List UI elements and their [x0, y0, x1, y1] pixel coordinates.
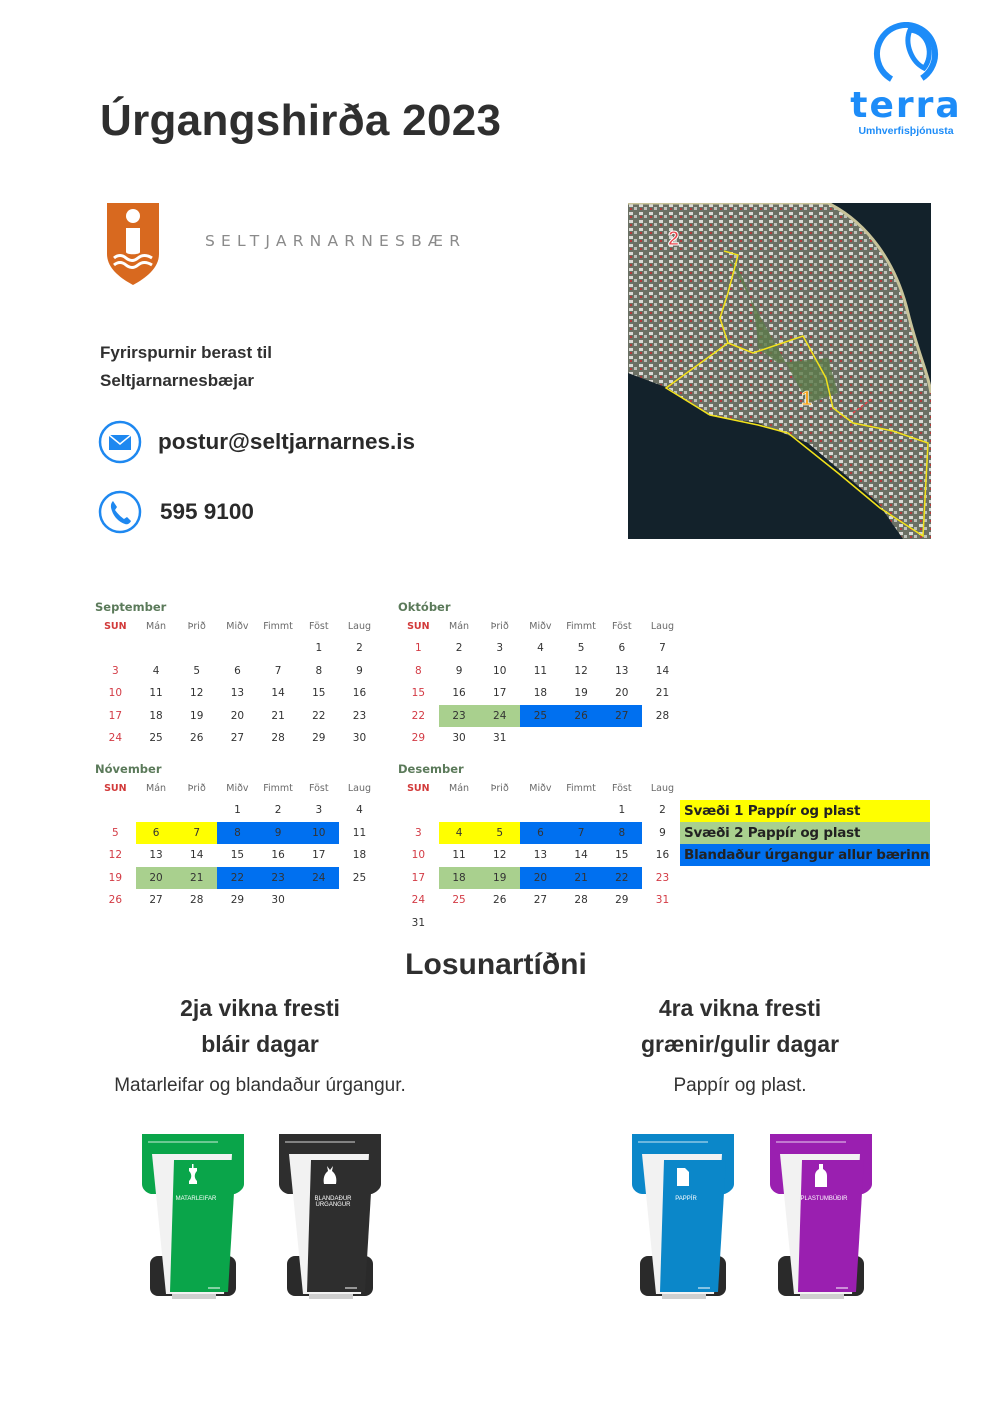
calendar-day: 4 — [439, 822, 480, 845]
calendar-empty-cell — [479, 912, 520, 935]
weekday-header: SUN — [104, 621, 127, 632]
frequency-fourweekly — [540, 990, 940, 1097]
calendar-day: 6 — [520, 822, 561, 845]
calendar-empty-cell — [561, 799, 602, 822]
weekday-header: Föst — [308, 621, 329, 632]
weekday-header: Laug — [347, 621, 372, 632]
calendar-november — [95, 762, 385, 912]
bin-label: PAPPÍR — [675, 1196, 697, 1202]
page-title: Úrgangshirða 2023 — [100, 96, 502, 145]
legend-zone-2: Svæði 2 Pappír og plast — [680, 822, 930, 844]
calendar-empty-cell — [439, 912, 480, 935]
calendar-day: 14 — [271, 687, 285, 699]
calendar-day: 8 — [415, 664, 422, 677]
bin-label: MATARLEIFAR — [175, 1196, 217, 1202]
calendar-empty-cell — [298, 889, 339, 912]
terra-subtitle: Umhverfisþjónusta — [858, 125, 954, 137]
calendar-day: 24 — [108, 732, 123, 744]
calendar-empty-cell — [601, 912, 642, 935]
month-grid — [398, 617, 688, 750]
calendar-day: 28 — [271, 732, 285, 744]
calendar-day: 18 — [352, 849, 367, 861]
fourweekly-line-2: grænir/gulir dagar — [640, 1031, 840, 1057]
calendar-day: 11 — [533, 664, 548, 677]
calendar-day: 10 — [493, 664, 507, 677]
legend-zone-1: Svæði 1 Pappír og plast — [680, 800, 930, 822]
calendar-day: 26 — [493, 894, 507, 906]
frequency-title: Losunartíðni — [405, 948, 587, 981]
calendar-december — [398, 762, 688, 934]
bin-mixed-waste — [275, 1128, 385, 1306]
weekday-header: Þrið — [490, 783, 509, 794]
email-row — [98, 420, 415, 464]
calendar-day: 15 — [615, 849, 629, 861]
zone-map — [628, 203, 931, 539]
month-title: Desember — [398, 762, 464, 776]
calendar-day: 25 — [352, 871, 367, 884]
calendar-empty-cell — [439, 799, 480, 822]
calendar-empty-cell — [642, 912, 683, 935]
calendar-empty-cell — [561, 912, 602, 935]
calendar-day: 24 — [298, 867, 339, 890]
biweekly-description: Matarleifar og blandaður úrgangur. — [114, 1075, 406, 1096]
month-grid — [95, 779, 385, 912]
paper-icon — [628, 1128, 738, 1306]
calendar-day: 17 — [411, 871, 426, 884]
weekday-header: Miðv — [226, 783, 249, 794]
calendar-day: 13 — [615, 664, 629, 677]
bin-label: PLASTUMBÚÐIR — [800, 1196, 848, 1202]
calendar-day: 15 — [411, 687, 426, 699]
calendar-day: 23 — [439, 705, 480, 728]
calendar-day: 3 — [415, 826, 422, 839]
calendar-empty-cell — [217, 637, 258, 660]
calendar-day: 15 — [230, 849, 245, 861]
calendar-empty-cell — [520, 727, 561, 750]
calendar-day: 11 — [452, 849, 466, 861]
calendar-empty-cell — [136, 637, 177, 660]
calendar-day: 11 — [149, 687, 163, 699]
calendar-day: 3 — [112, 664, 119, 677]
calendar-day: 20 — [615, 687, 629, 699]
calendar-day: 8 — [315, 664, 323, 677]
bin-plastic — [766, 1128, 876, 1306]
calendar-empty-cell — [642, 727, 683, 750]
month-title: Nóvember — [95, 762, 162, 776]
weekday-header: Föst — [308, 783, 329, 794]
calendar-day: 9 — [258, 822, 299, 845]
calendar-day: 25 — [520, 705, 561, 728]
calendar-day: 4 — [152, 664, 160, 677]
calendar-day: 30 — [271, 894, 285, 906]
calendar-day: 5 — [479, 822, 520, 845]
terra-leaf-icon — [860, 22, 952, 88]
calendar-day: 22 — [601, 867, 642, 890]
calendar-day: 13 — [533, 849, 548, 861]
calendar-day: 7 — [176, 822, 217, 845]
terra-wordmark: terra — [850, 85, 962, 126]
apple-core-icon — [138, 1128, 248, 1306]
calendar-day: 21 — [655, 687, 670, 699]
calendar-day: 25 — [452, 894, 466, 906]
calendar-day: 31 — [655, 894, 670, 906]
calendar-day: 29 — [312, 732, 326, 744]
weekday-header: Þrið — [490, 621, 509, 632]
envelope-icon — [98, 420, 142, 464]
calendar-day: 13 — [230, 687, 245, 699]
calendar-day: 19 — [190, 709, 204, 722]
calendar-day: 31 — [493, 732, 507, 744]
weekday-header: Fimmt — [566, 783, 596, 794]
weekday-header: SUN — [104, 783, 127, 794]
calendar-day: 8 — [601, 822, 642, 845]
calendar-day: 19 — [574, 687, 588, 699]
calendar-day: 14 — [655, 664, 670, 677]
calendar-day: 3 — [315, 804, 323, 816]
calendar-day: 27 — [230, 732, 245, 744]
month-title: September — [95, 600, 167, 614]
calendar-day: 5 — [577, 642, 585, 654]
calendar-day: 17 — [312, 849, 326, 861]
calendar-day: 20 — [230, 709, 245, 722]
inquiry-line-1: Fyrirspurnir berast til — [100, 343, 272, 362]
calendar-day: 18 — [149, 709, 163, 722]
inquiry-text — [100, 339, 272, 395]
calendar-day: 4 — [356, 804, 363, 816]
calendar-day: 27 — [533, 894, 548, 906]
weekday-header: Miðv — [529, 621, 552, 632]
fourweekly-description: Pappír og plast. — [673, 1075, 807, 1096]
calendar-day: 21 — [176, 867, 217, 890]
calendar-day: 24 — [411, 894, 426, 906]
weekday-header: Þrið — [187, 783, 206, 794]
calendar-day: 9 — [356, 664, 363, 677]
calendar-day: 5 — [193, 664, 201, 677]
calendar-day: 12 — [574, 664, 588, 677]
weekday-header: Miðv — [226, 621, 249, 632]
calendar-day: 29 — [615, 894, 629, 906]
calendar-day: 9 — [659, 826, 666, 839]
map-image — [628, 203, 931, 539]
calendar-empty-cell — [95, 637, 136, 660]
calendar-day: 3 — [496, 642, 504, 654]
inquiry-line-2: Seltjarnarnesbæjar — [100, 371, 255, 390]
email-link[interactable]: postur@seltjarnarnes.is — [158, 429, 416, 454]
calendar-day: 9 — [455, 664, 463, 677]
calendar-day: 27 — [149, 894, 163, 906]
calendar-empty-cell — [520, 912, 561, 935]
calendar-day: 16 — [655, 849, 670, 861]
calendar-day: 2 — [455, 642, 463, 654]
calendar-day: 13 — [149, 849, 163, 861]
weekday-header: Mán — [449, 621, 470, 632]
calendar-empty-cell — [95, 799, 136, 822]
calendar-day: 19 — [479, 867, 520, 890]
calendar-day: 29 — [411, 732, 426, 744]
calendar-day: 26 — [561, 705, 602, 728]
calendar-day: 28 — [574, 894, 588, 906]
calendar-day: 23 — [258, 867, 299, 890]
calendar-day: 11 — [352, 826, 367, 839]
calendar-day: 14 — [190, 849, 204, 861]
calendar-day: 10 — [411, 849, 426, 861]
calendar-day: 1 — [415, 642, 422, 654]
weekday-header: Miðv — [529, 783, 552, 794]
weekday-header: Föst — [611, 783, 632, 794]
calendar-day: 1 — [618, 804, 626, 816]
calendar-day: 21 — [561, 867, 602, 890]
calendar-day: 10 — [108, 687, 123, 699]
calendar-day: 26 — [190, 732, 204, 744]
calendar-day: 12 — [108, 849, 123, 861]
calendar-day: 2 — [659, 804, 666, 816]
zone-2-label: 2 — [668, 228, 680, 250]
calendar-day: 1 — [234, 804, 241, 816]
calendar-day: 2 — [274, 804, 282, 816]
calendar-empty-cell — [601, 727, 642, 750]
calendar-day: 23 — [655, 871, 670, 884]
calendar-day: 31 — [411, 916, 426, 929]
calendar-day: 8 — [217, 822, 258, 845]
calendar-day: 2 — [356, 642, 363, 654]
calendar-empty-cell — [479, 799, 520, 822]
weekday-header: Laug — [650, 621, 675, 632]
crest-icon — [106, 202, 160, 286]
legend-mixed-waste: Blandaður úrgangur allur bærinn — [680, 844, 930, 866]
fourweekly-line-1: 4ra vikna fresti — [658, 995, 822, 1021]
weekday-header: Laug — [347, 783, 372, 794]
calendar-day: 18 — [439, 867, 480, 890]
calendar-day: 14 — [574, 849, 588, 861]
weekday-header: Laug — [650, 783, 675, 794]
biweekly-line-1: 2ja vikna fresti — [180, 995, 340, 1021]
calendar-september — [95, 600, 385, 750]
weekday-header: Fimmt — [263, 783, 293, 794]
calendar-day: 6 — [136, 822, 177, 845]
calendar-day: 23 — [352, 709, 367, 722]
month-grid — [95, 617, 385, 750]
calendar-day: 7 — [561, 822, 602, 845]
month-grid — [398, 779, 688, 934]
calendar-day: 20 — [136, 867, 177, 890]
municipality-name: SELTJARNARNESBÆR — [205, 232, 467, 250]
weekday-header: SUN — [407, 783, 430, 794]
calendar-day: 29 — [230, 894, 245, 906]
calendar-day: 17 — [108, 709, 123, 722]
calendar-day: 24 — [479, 705, 520, 728]
calendar-day: 4 — [537, 642, 544, 654]
calendar-day: 25 — [149, 732, 163, 744]
calendar-empty-cell — [176, 637, 217, 660]
phone-row — [98, 490, 254, 534]
calendar-empty-cell — [339, 889, 380, 912]
trash-bag-icon — [275, 1128, 385, 1306]
calendar-empty-cell — [136, 799, 177, 822]
calendar-october — [398, 600, 688, 750]
calendar-day: 30 — [352, 732, 367, 744]
calendar-day: 19 — [108, 871, 123, 884]
calendar-day: 7 — [659, 642, 666, 654]
calendar-day: 15 — [312, 687, 326, 699]
bottle-icon — [766, 1128, 876, 1306]
calendar-day: 26 — [108, 894, 123, 906]
calendar-day: 1 — [315, 642, 323, 654]
bin-paper — [628, 1128, 738, 1306]
zone-1-label: 1 — [801, 388, 813, 410]
calendar-empty-cell — [398, 799, 439, 822]
calendar-day: 30 — [452, 732, 466, 744]
calendar-empty-cell — [520, 799, 561, 822]
calendar-empty-cell — [176, 799, 217, 822]
weekday-header: Mán — [146, 783, 167, 794]
calendar-day: 18 — [533, 687, 548, 699]
month-title: Október — [398, 600, 451, 614]
calendar-day: 16 — [271, 849, 285, 861]
calendar-day: 6 — [618, 642, 626, 654]
weekday-header: Þrið — [187, 621, 206, 632]
calendar-day: 20 — [520, 867, 561, 890]
calendar-day: 16 — [452, 687, 466, 699]
calendar-day: 27 — [601, 705, 642, 728]
frequency-biweekly — [60, 990, 460, 1097]
bin-food-waste — [138, 1128, 248, 1306]
calendar-day: 12 — [493, 849, 507, 861]
calendar-day: 22 — [312, 709, 326, 722]
calendar-day: 21 — [271, 709, 285, 722]
calendar-day: 10 — [298, 822, 339, 845]
calendar-day: 5 — [112, 826, 119, 839]
calendar-empty-cell — [561, 727, 602, 750]
calendar-day: 28 — [190, 894, 204, 906]
weekday-header: Fimmt — [566, 621, 596, 632]
calendar-day: 12 — [190, 687, 204, 699]
weekday-header: Fimmt — [263, 621, 293, 632]
calendar-day: 6 — [234, 664, 241, 677]
phone-number[interactable]: 595 9100 — [160, 499, 254, 524]
weekday-header: Föst — [611, 621, 632, 632]
biweekly-line-2: bláir dagar — [201, 1031, 319, 1057]
weekday-header: SUN — [407, 621, 430, 632]
calendar-day: 28 — [655, 709, 670, 722]
calendar-empty-cell — [258, 637, 299, 660]
weekday-header: Mán — [146, 621, 167, 632]
calendar-day: 22 — [411, 709, 426, 722]
calendar-day: 7 — [274, 664, 282, 677]
calendar-day: 16 — [352, 687, 367, 699]
calendar-legend — [680, 800, 930, 866]
terra-logo — [846, 22, 966, 137]
weekday-header: Mán — [449, 783, 470, 794]
phone-icon — [98, 490, 142, 534]
calendar-day: 22 — [217, 867, 258, 890]
calendar-day: 17 — [493, 687, 507, 699]
municipality-logo — [106, 202, 466, 286]
bin-label: BLANDAÐUR ÚRGANGUR — [314, 1196, 352, 1208]
